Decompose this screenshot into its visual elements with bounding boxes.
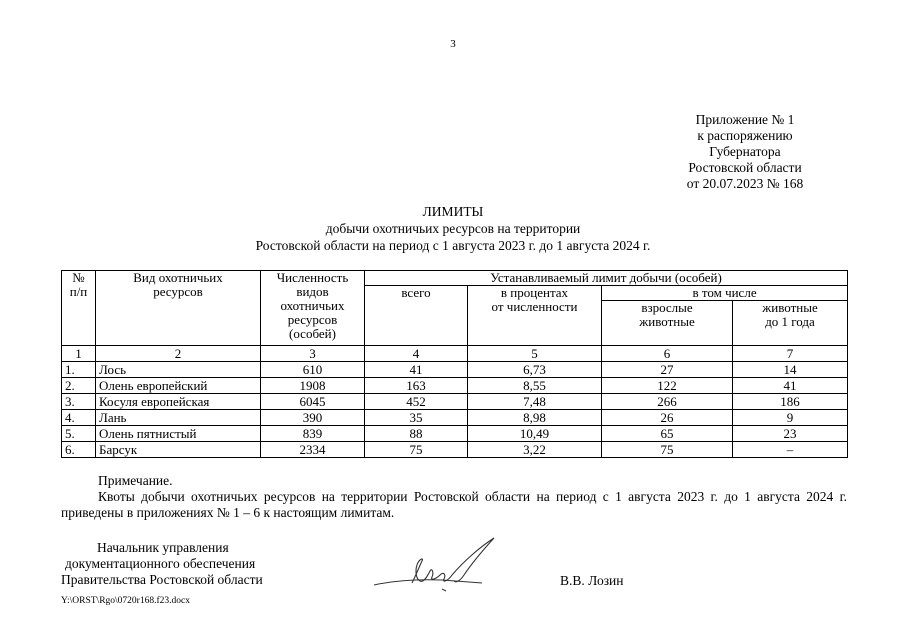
signer-position-line: документационного обеспечения <box>65 556 256 571</box>
row-num: 6. <box>62 442 96 458</box>
row-total: 35 <box>365 410 468 426</box>
row-population: 390 <box>261 410 365 426</box>
row-num: 1. <box>62 362 96 378</box>
row-total: 41 <box>365 362 468 378</box>
row-num: 5. <box>62 426 96 442</box>
header-population: Численность видов охотничьих ресурсов (особей) <box>261 271 365 346</box>
appendix-line: к распоряжению <box>697 128 793 143</box>
header-limit-group: Устанавливаемый лимит добычи (особей) <box>365 271 848 286</box>
appendix-header <box>660 112 830 192</box>
row-total: 163 <box>365 378 468 394</box>
signature-image <box>372 535 502 597</box>
appendix-line: Приложение № 1 <box>695 112 795 127</box>
table-row <box>62 442 848 458</box>
row-population: 839 <box>261 426 365 442</box>
row-name: Косуля европейская <box>96 394 261 410</box>
row-adults: 122 <box>602 378 733 394</box>
signer-block <box>61 540 263 588</box>
header-total: всего <box>365 286 468 346</box>
row-adults: 266 <box>602 394 733 410</box>
row-population: 6045 <box>261 394 365 410</box>
title-line: добычи охотничьих ресурсов на территории <box>325 221 581 236</box>
header-resource: Вид охотничьих ресурсов <box>96 271 261 346</box>
row-adults: 26 <box>602 410 733 426</box>
row-percent: 7,48 <box>468 394 602 410</box>
row-young: 23 <box>733 426 848 442</box>
note-text: Квоты добычи охотничьих ресурсов на территории Ростовской области на период с 1 августа 2023 г. до 1 августа 2024 г. приведены в приложениях № 1 – 6 к настоящим лимитам. <box>61 489 847 520</box>
page-number: 3 <box>450 38 456 50</box>
row-num: 3. <box>62 394 96 410</box>
row-population: 1908 <box>261 378 365 394</box>
row-adults: 65 <box>602 426 733 442</box>
signer-position-line: Начальник управления <box>97 540 229 555</box>
row-young: 41 <box>733 378 848 394</box>
row-name: Олень пятнистый <box>96 426 261 442</box>
column-number: 7 <box>733 346 848 362</box>
header-young: животные до 1 года <box>733 301 848 346</box>
row-percent: 10,49 <box>468 426 602 442</box>
row-num: 2. <box>62 378 96 394</box>
row-young: 14 <box>733 362 848 378</box>
column-number: 6 <box>602 346 733 362</box>
table-row <box>62 394 848 410</box>
header-percent: в процентах от численности <box>468 286 602 346</box>
header-including: в том числе <box>602 286 848 301</box>
signer-name: В.В. Лозин <box>560 573 624 588</box>
column-number: 2 <box>96 346 261 362</box>
title-heading: ЛИМИТЫ <box>422 204 484 219</box>
appendix-line: от 20.07.2023 № 168 <box>686 176 804 191</box>
title-line: Ростовской области на период с 1 августа 2023 г. до 1 августа 2024 г. <box>255 238 651 253</box>
column-number: 5 <box>468 346 602 362</box>
row-percent: 6,73 <box>468 362 602 378</box>
row-population: 610 <box>261 362 365 378</box>
row-total: 452 <box>365 394 468 410</box>
row-percent: 8,55 <box>468 378 602 394</box>
row-young: 9 <box>733 410 848 426</box>
file-path: Y:\ORST\Rgo\0720r168.f23.docx <box>61 596 190 606</box>
row-name: Лось <box>96 362 261 378</box>
row-name: Олень европейский <box>96 378 261 394</box>
row-adults: 75 <box>602 442 733 458</box>
header-num: № п/п <box>62 271 96 346</box>
appendix-line: Ростовской области <box>688 160 802 175</box>
table-row <box>62 410 848 426</box>
row-percent: 8,98 <box>468 410 602 426</box>
header-adults: взрослые животные <box>602 301 733 346</box>
table-row <box>62 378 848 394</box>
note-block <box>61 473 847 521</box>
row-total: 75 <box>365 442 468 458</box>
table-row <box>62 362 848 378</box>
table-row <box>62 426 848 442</box>
signer-position-line: Правительства Ростовской области <box>61 572 263 587</box>
document-title <box>0 203 906 254</box>
column-numbers-row <box>62 346 848 362</box>
row-young: 186 <box>733 394 848 410</box>
row-young: – <box>733 442 848 458</box>
row-name: Барсук <box>96 442 261 458</box>
column-number: 1 <box>62 346 96 362</box>
row-num: 4. <box>62 410 96 426</box>
note-title: Примечание. <box>98 473 173 488</box>
row-population: 2334 <box>261 442 365 458</box>
row-total: 88 <box>365 426 468 442</box>
column-number: 3 <box>261 346 365 362</box>
row-adults: 27 <box>602 362 733 378</box>
row-name: Лань <box>96 410 261 426</box>
column-number: 4 <box>365 346 468 362</box>
row-percent: 3,22 <box>468 442 602 458</box>
appendix-line: Губернатора <box>709 144 781 159</box>
limits-table <box>61 270 848 458</box>
